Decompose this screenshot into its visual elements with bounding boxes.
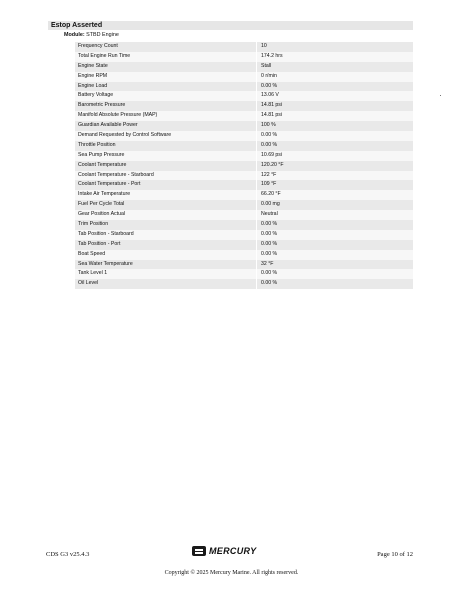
- parameter-name: Tab Position - Port: [78, 240, 121, 247]
- module-line: [64, 32, 119, 39]
- section-title: Estop Asserted: [48, 21, 413, 30]
- parameter-table: [75, 42, 413, 289]
- table-row: [75, 260, 413, 270]
- mercury-logo-icon: [192, 546, 206, 556]
- parameter-name: Engine State: [78, 62, 108, 69]
- parameter-value: 0.00 %: [256, 220, 413, 230]
- copyright-notice: Copyright © 2025 Mercury Marine. All rights reserved.: [164, 570, 299, 576]
- parameter-value: 14.81 psi: [256, 111, 413, 121]
- parameter-value: 0.00 %: [256, 269, 413, 279]
- parameter-name: Gear Position Actual: [78, 211, 126, 218]
- table-row: [75, 62, 413, 72]
- parameter-value: Neutral: [256, 210, 413, 220]
- parameter-value: 0.00 %: [256, 141, 413, 151]
- parameter-name: Trim Position: [78, 221, 109, 228]
- parameter-value: 10: [256, 42, 413, 52]
- parameter-name: Coolant Temperature - Starboard: [78, 171, 154, 178]
- parameter-name: Sea Pump Pressure: [78, 151, 125, 158]
- parameter-name: Battery Voltage: [78, 92, 114, 99]
- parameter-value: 32 °F: [256, 260, 413, 270]
- parameter-value: 109 °F: [256, 180, 413, 190]
- parameter-value: 66.20 °F: [256, 190, 413, 200]
- parameter-name: Coolant Temperature - Port: [78, 181, 141, 188]
- table-row: [75, 230, 413, 240]
- table-row: [75, 141, 413, 151]
- table-row: [75, 82, 413, 92]
- module-value: STBD Engine: [86, 32, 119, 38]
- parameter-name: Engine Load: [78, 82, 108, 89]
- mercury-logo-text: MERCURY: [209, 546, 257, 556]
- parameter-value: 0.00 mg: [256, 200, 413, 210]
- mercury-logo: [192, 546, 256, 556]
- table-row: [75, 180, 413, 190]
- parameter-value: 122 °F: [256, 171, 413, 181]
- table-row: [75, 279, 413, 289]
- parameter-value: 174.2 hrs: [256, 52, 413, 62]
- parameter-value: 0.00 %: [256, 230, 413, 240]
- parameter-value: 100 %: [256, 121, 413, 131]
- parameter-name: Throttle Position: [78, 141, 116, 148]
- parameter-name: Demand Requested by Control Software: [78, 132, 172, 139]
- table-row: [75, 101, 413, 111]
- parameter-name: Boat Speed: [78, 250, 106, 257]
- table-row: [75, 210, 413, 220]
- table-row: [75, 220, 413, 230]
- parameter-name: Tank Level 1: [78, 270, 108, 277]
- table-row: [75, 91, 413, 101]
- table-row: [75, 72, 413, 82]
- parameter-value: 0.00 %: [256, 131, 413, 141]
- parameter-name: Tab Position - Starboard: [78, 230, 134, 237]
- table-row: [75, 250, 413, 260]
- parameter-value: 0.00 %: [256, 82, 413, 92]
- parameter-value: 0.00 %: [256, 250, 413, 260]
- parameter-value: 13.06 V: [256, 91, 413, 101]
- table-row: [75, 52, 413, 62]
- parameter-value: Stall: [256, 62, 413, 72]
- table-row: [75, 190, 413, 200]
- software-version: CDS G3 v25.4.3: [46, 551, 90, 558]
- parameter-value: 0.00 %: [256, 240, 413, 250]
- table-row: [75, 171, 413, 181]
- parameter-name: Manifold Absolute Pressure (MAP): [78, 112, 158, 119]
- parameter-name: Fuel Per Cycle Total: [78, 201, 125, 208]
- parameter-name: Frequency Count: [78, 43, 118, 49]
- table-row: [75, 121, 413, 131]
- module-label: Module:: [64, 32, 85, 38]
- parameter-name: Sea Water Temperature: [78, 260, 133, 267]
- parameter-name: Coolant Temperature: [78, 161, 127, 168]
- table-row: [75, 200, 413, 210]
- table-row: [75, 111, 413, 121]
- table-row: [75, 151, 413, 161]
- table-row: [75, 131, 413, 141]
- page-number: Page 10 of 12: [377, 551, 413, 558]
- parameter-value: 0.00 %: [256, 279, 413, 289]
- parameter-name: Guardian Available Power: [78, 122, 138, 129]
- scan-speck: [440, 95, 441, 96]
- table-row: [75, 42, 413, 52]
- parameter-value: 0 r/min: [256, 72, 413, 82]
- table-row: [75, 240, 413, 250]
- table-row: [75, 161, 413, 171]
- parameter-name: Total Engine Run Time: [78, 52, 131, 59]
- parameter-name: Engine RPM: [78, 72, 108, 79]
- parameter-name: Intake Air Temperature: [78, 191, 131, 198]
- parameter-name: Barometric Pressure: [78, 102, 126, 109]
- parameter-value: 10.69 psi: [256, 151, 413, 161]
- table-row: [75, 269, 413, 279]
- parameter-value: 14.81 psi: [256, 101, 413, 111]
- parameter-value: 120.20 °F: [256, 161, 413, 171]
- parameter-name: Oil Level: [78, 280, 99, 287]
